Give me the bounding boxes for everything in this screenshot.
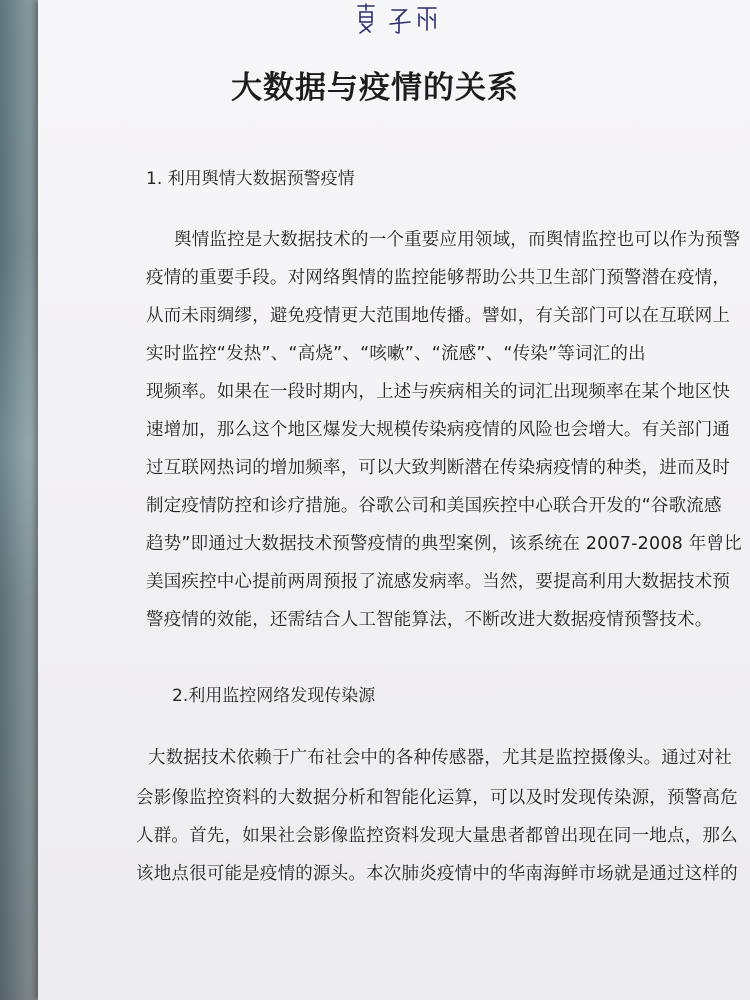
paragraph-line: 人群。首先，如果社会影像监控资料发现大量患者都曾出现在同一地点，那么: [136, 826, 738, 846]
paragraph-line: 实时监控“发热”、“高烧”、“咳嗽”、“流感”、“传染”等词汇的出: [146, 344, 646, 364]
paragraph-line: 该地点很可能是疫情的源头。本次肺炎疫情中的华南海鲜市场就是通过这样的: [136, 864, 738, 884]
paragraph-line: 疫情的重要手段。对网络舆情的监控能够帮助公共卫生部门预警潜在疫情，: [146, 268, 731, 288]
paragraph-line: 现频率。如果在一段时期内，上述与疾病相关的词汇出现频率在某个地区快: [146, 382, 731, 402]
paragraph-line: 大数据技术依赖于广布社会中的各种传感器，尤其是监控摄像头。通过对社: [148, 748, 733, 768]
section-2-heading: 2.利用监控网络发现传染源: [172, 686, 376, 706]
paragraph-line: 美国疾控中心提前两周预报了流感发病率。当然，要提高利用大数据技术预: [146, 572, 731, 592]
paragraph-line: 制定疫情防控和诊疗措施。谷歌公司和美国疾控中心联合开发的“谷歌流感: [146, 496, 722, 516]
paragraph-line: 警疫情的效能，还需结合人工智能算法，不断改进大数据疫情预警技术。: [146, 610, 713, 630]
section-1-heading: 1. 利用舆情大数据预警疫情: [146, 169, 355, 189]
paragraph-line: 会影像监控资料的大数据分析和智能化运算，可以及时发现传染源，预警高危: [136, 788, 738, 808]
paragraph-line: 舆情监控是大数据技术的一个重要应用领域，而舆情监控也可以作为预警: [174, 230, 741, 250]
paragraph-line: 从而未雨绸缪，避免疫情更大范围地传播。譬如，有关部门可以在互联网上: [146, 306, 731, 326]
underlying-sheet: [0, 0, 40, 1000]
handwritten-signature: [352, 2, 442, 36]
paragraph-line: 过互联网热词的增加频率，可以大致判断潜在传染病疫情的种类，进而及时: [146, 458, 731, 478]
paragraph-line: 趋势”即通过大数据技术预警疫情的典型案例，该系统在 2007-2008 年曾比: [146, 534, 742, 554]
paragraph-line: 速增加，那么这个地区爆发大规模传染病疫情的风险也会增大。有关部门通: [146, 420, 731, 440]
document-title: 大数据与疫情的关系: [231, 70, 519, 106]
